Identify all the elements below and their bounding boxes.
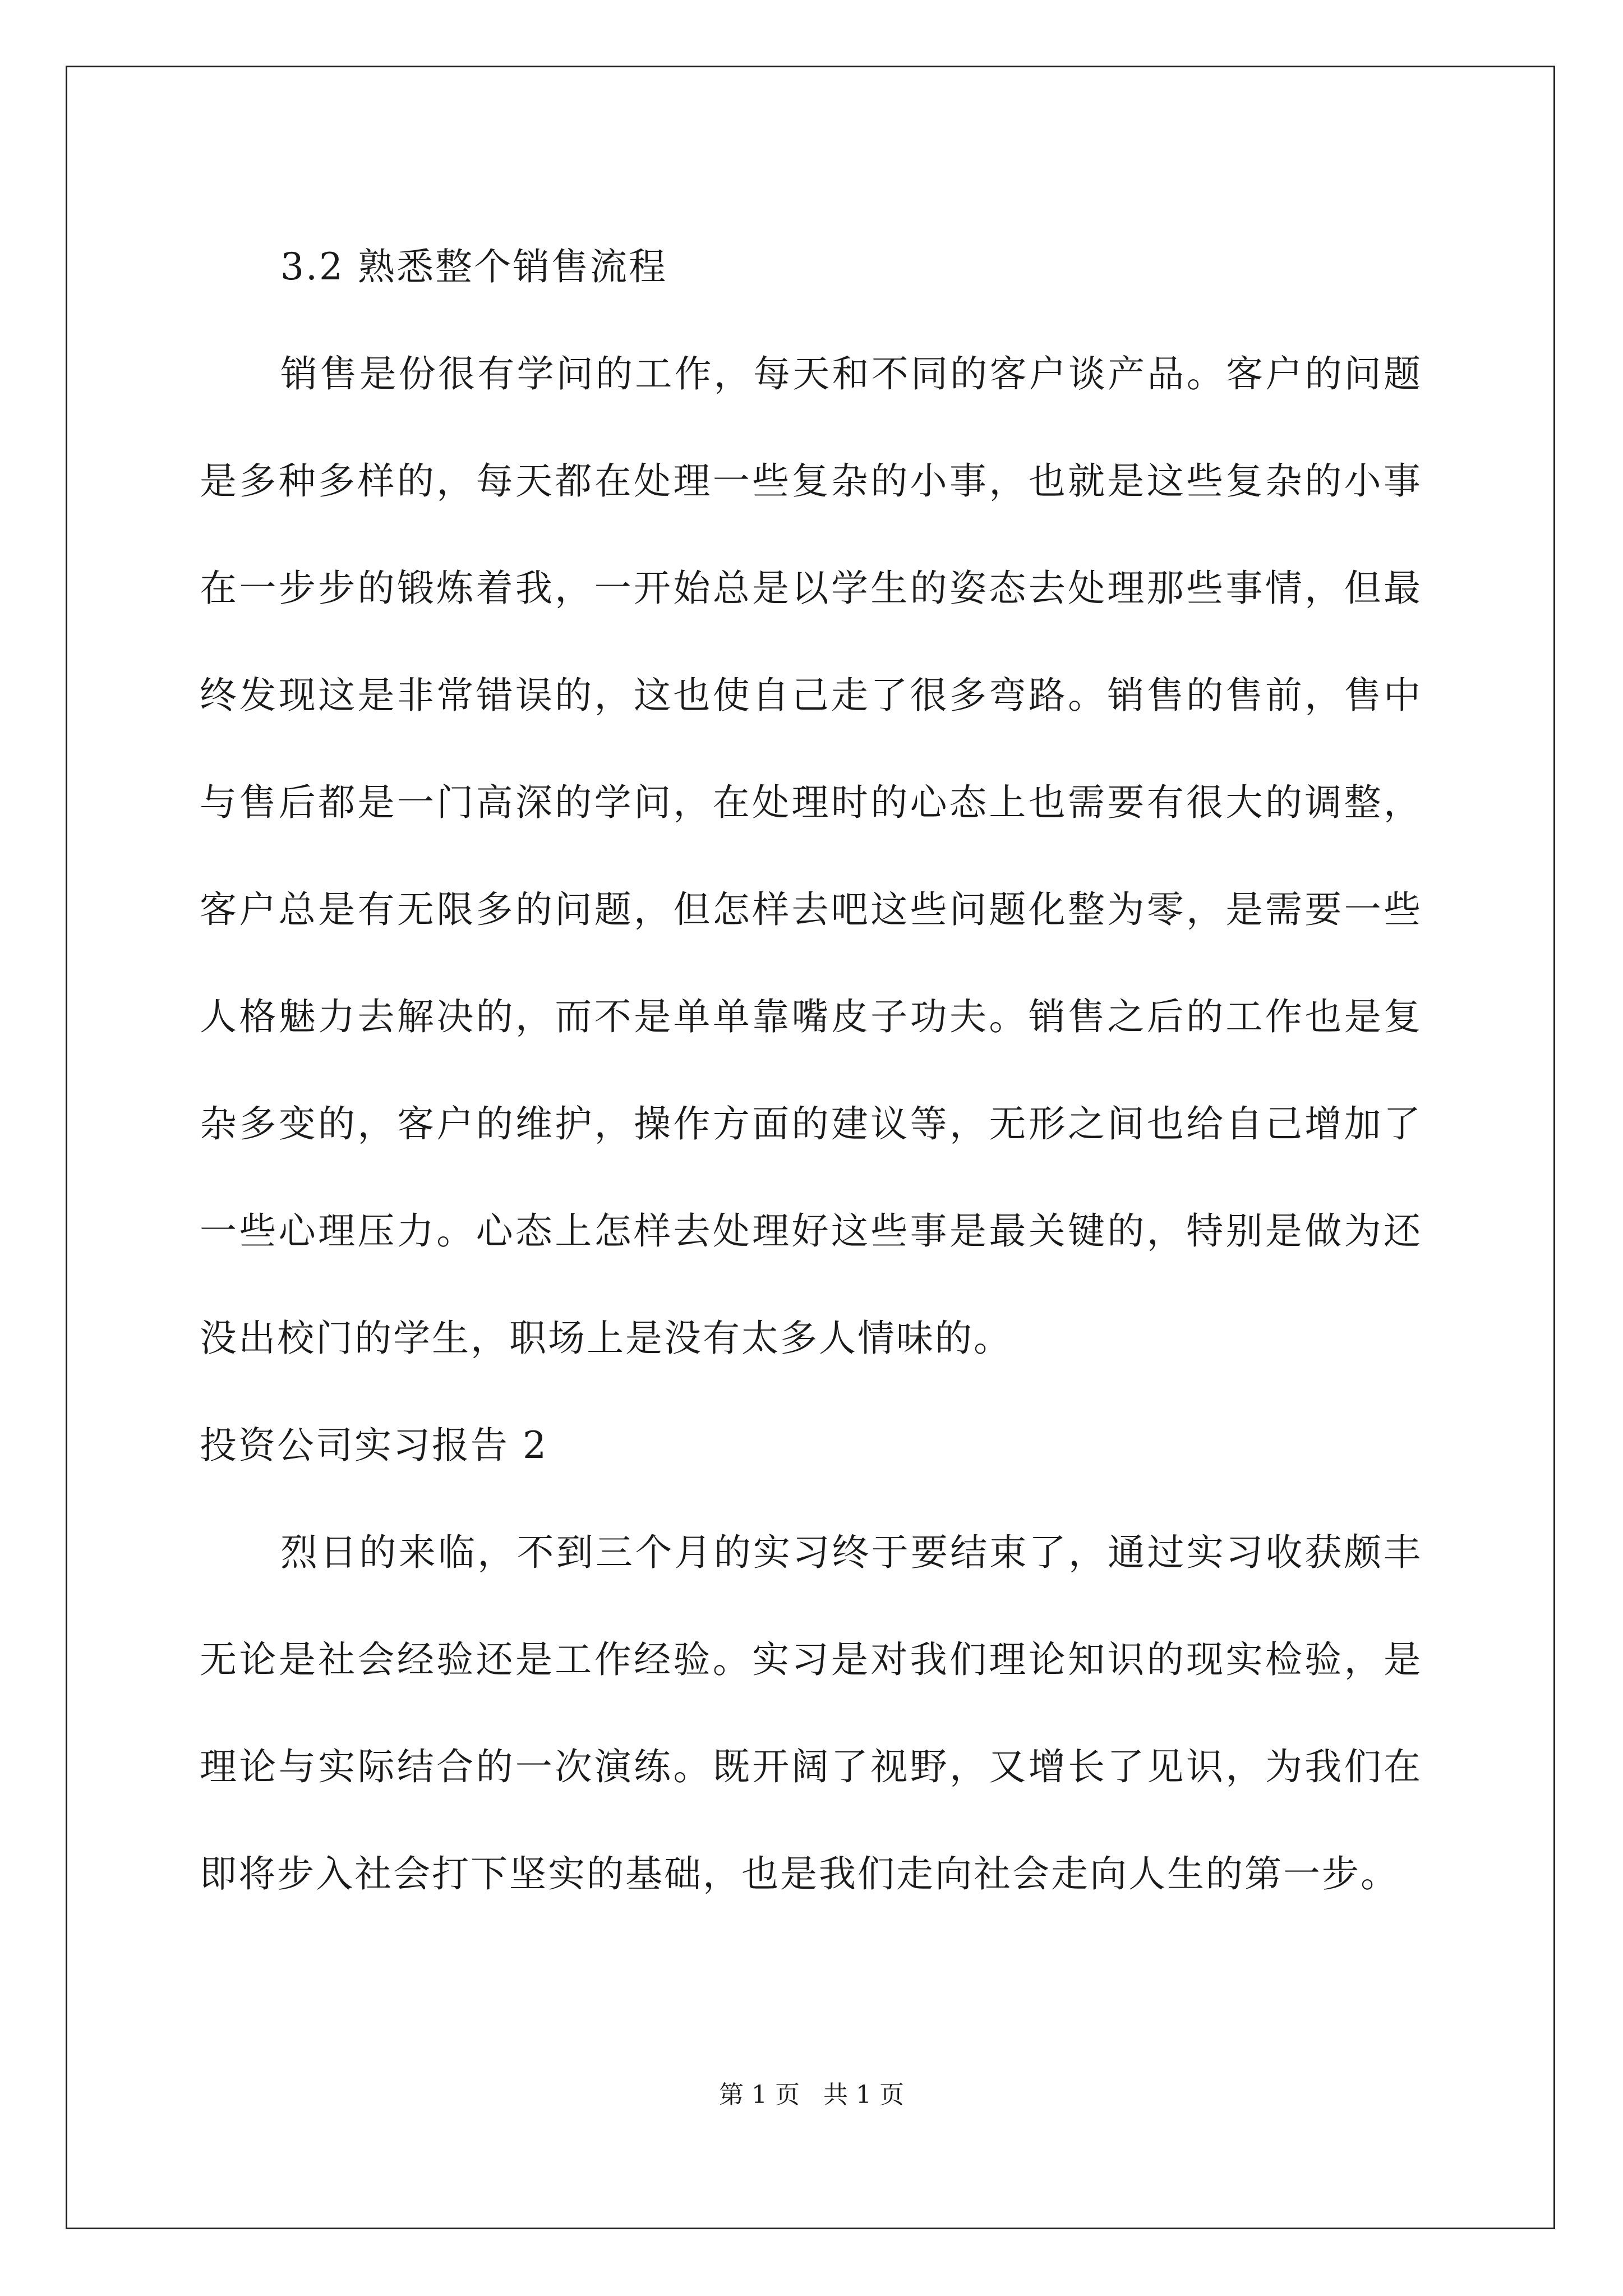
paragraph-internship-summary: 烈日的来临，不到三个月的实习终于要结束了，通过实习收获颇丰无论是社会经验还是工作经验。实习是对我们理论知识的现实检验，是理论与实际结合的一次演练。既开阔了视野，又增长了见识，为我们在即将步入社会打下坚实的基础，也是我们走向社会走向人生的第一步。: [200, 1531, 1422, 1895]
section-heading: 3.2 熟悉整个销售流程: [280, 245, 667, 288]
page-footer: 第 1 页 共 1 页: [719, 2081, 904, 2109]
document-body: [200, 213, 1422, 1927]
report-title: 投资公司实习报告 2: [200, 1424, 548, 1467]
paragraph-sales-process: 销售是份很有学问的工作，每天和不同的客户谈产品。客户的问题是多种多样的，每天都在处理一些复杂的小事，也就是这些复杂的小事在一步步的锻炼着我，一开始总是以学生的姿态去处理那些事情，但最终发现这是非常错误的，这也使自己走了很多弯路。销售的售前，售中与售后都是一门高深的学问，在处理时的心态上也需要有很大的调整，客户总是有无限多的问题，但怎样去吧这些问题化整为零，是需要一些人格魅力去解决的，而不是单单靠嘴皮子功夫。销售之后的工作也是复杂多变的，客户的维护，操作方面的建议等，无形之间也给自己增加了一些心理压力。心态上怎样去处理好这些事是最关键的，特别是做为还没出校门的学生，职场上是没有太多人情味的。: [200, 352, 1422, 1360]
